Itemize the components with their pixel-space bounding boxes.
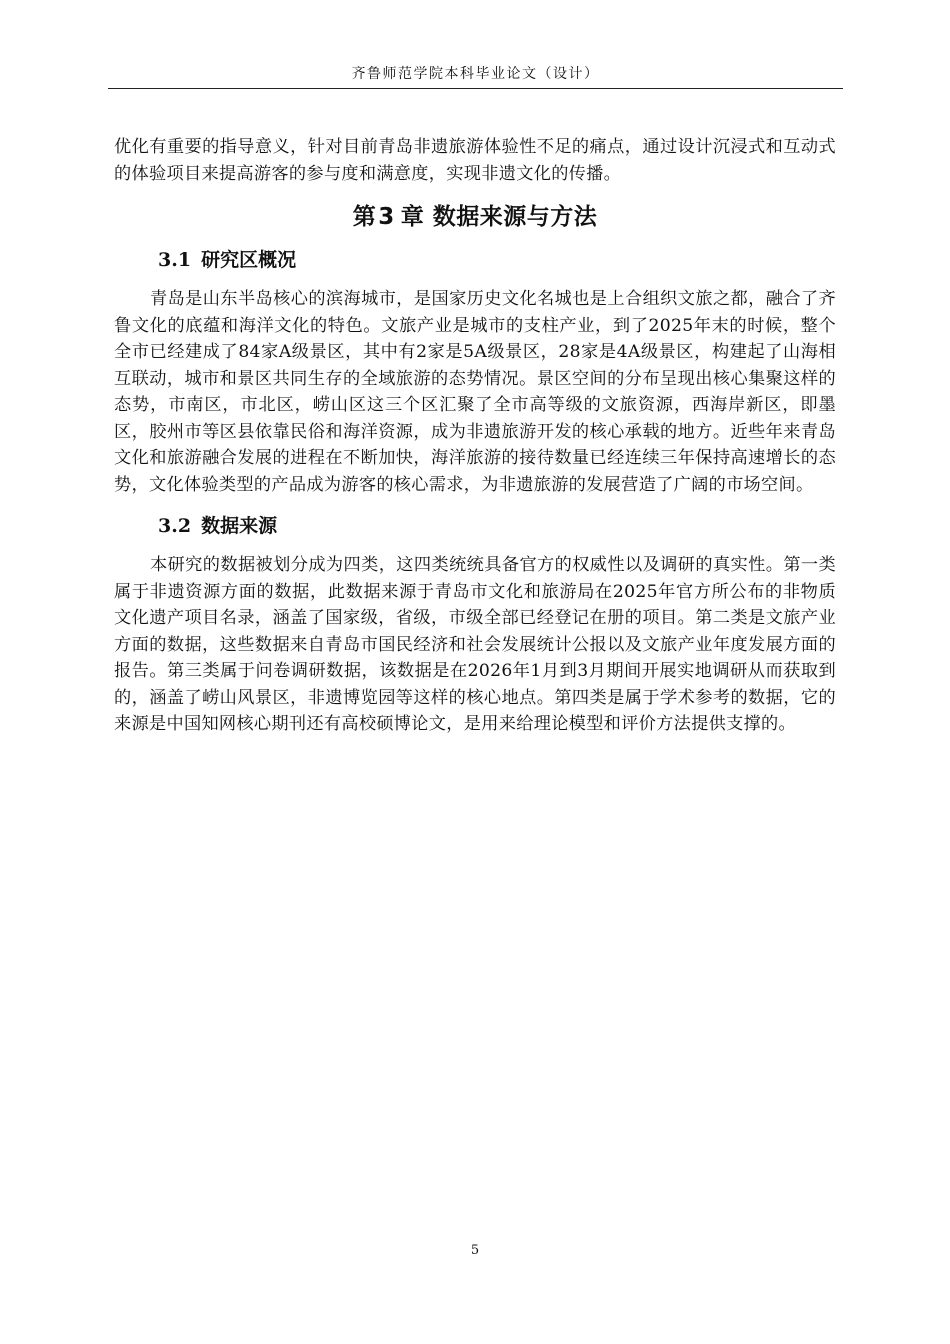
- section-paragraph-3-2: 本研究的数据被划分成为四类，这四类统统具备官方的权威性以及调研的真实性。第一类属于非遗资源方面的数据，此数据来源于青岛市文化和旅游局在2025年官方所公布的非物质文化遗产项目名录，涵盖了国家级，省级，市级全部已经登记在册的项目。第二类是文旅产业方面的数据，这些数据来自青岛市国民经济和社会发展统计公报以及文旅产业年度发展方面的报告。第三类属于问卷调研数据，该数据是在2026年1月到3月期间开展实地调研从而获取到的，涵盖了崂山风景区，非遗博览园等这样的核心地点。第四类是属于学术参考的数据，它的来源是中国知网核心期刊还有高校硕博论文，是用来给理论模型和评价方法提供支撑的。: [114, 555, 836, 734]
- section-name: 研究区概况: [201, 249, 297, 271]
- chapter-title: [114, 201, 836, 233]
- header-divider: [108, 88, 843, 89]
- chapter-name: 数据来源与方法: [432, 204, 598, 230]
- section-heading-3-1: [114, 246, 836, 274]
- chapter-prefix: 第: [352, 204, 377, 230]
- page-body: [114, 134, 836, 738]
- section-number: 3.2: [158, 515, 192, 537]
- section-paragraph-3-1: 青岛是山东半岛核心的滨海城市，是国家历史文化名城也是上合组织文旅之都，融合了齐鲁文化的底蕴和海洋文化的特色。文旅产业是城市的支柱产业，到了2025年末的时候，整个全市已经建成了84家A级景区，其中有2家是5A级景区，28家是4A级景区，构建起了山海相互联动，城市和景区共同生存的全域旅游的态势情况。景区空间的分布呈现出核心集聚这样的态势，市南区，市北区，崂山区这三个区汇聚了全市高等级的文旅资源，西海岸新区，即墨区，胶州市等区县依靠民俗和海洋资源，成为非遗旅游开发的核心承载的地方。近些年来青岛文化和旅游融合发展的进程在不断加快，海洋旅游的接待数量已经连续三年保持高速增长的态势，文化体验类型的产品成为游客的核心需求，为非遗旅游的发展营造了广阔的市场空间。: [114, 289, 836, 495]
- continued-paragraph: 优化有重要的指导意义，针对目前青岛非遗旅游体验性不足的痛点，通过设计沉浸式和互动式的体验项目来提高游客的参与度和满意度，实现非遗文化的传播。: [114, 137, 836, 184]
- page-header: 齐鲁师范学院本科毕业论文（设计）: [351, 66, 600, 82]
- section-number: 3.1: [158, 249, 192, 271]
- section-name: 数据来源: [201, 515, 278, 537]
- chapter-number: 3: [378, 204, 395, 230]
- section-heading-3-2: [114, 512, 836, 540]
- chapter-suffix: 章: [400, 204, 425, 230]
- page-number: 5: [470, 1243, 480, 1258]
